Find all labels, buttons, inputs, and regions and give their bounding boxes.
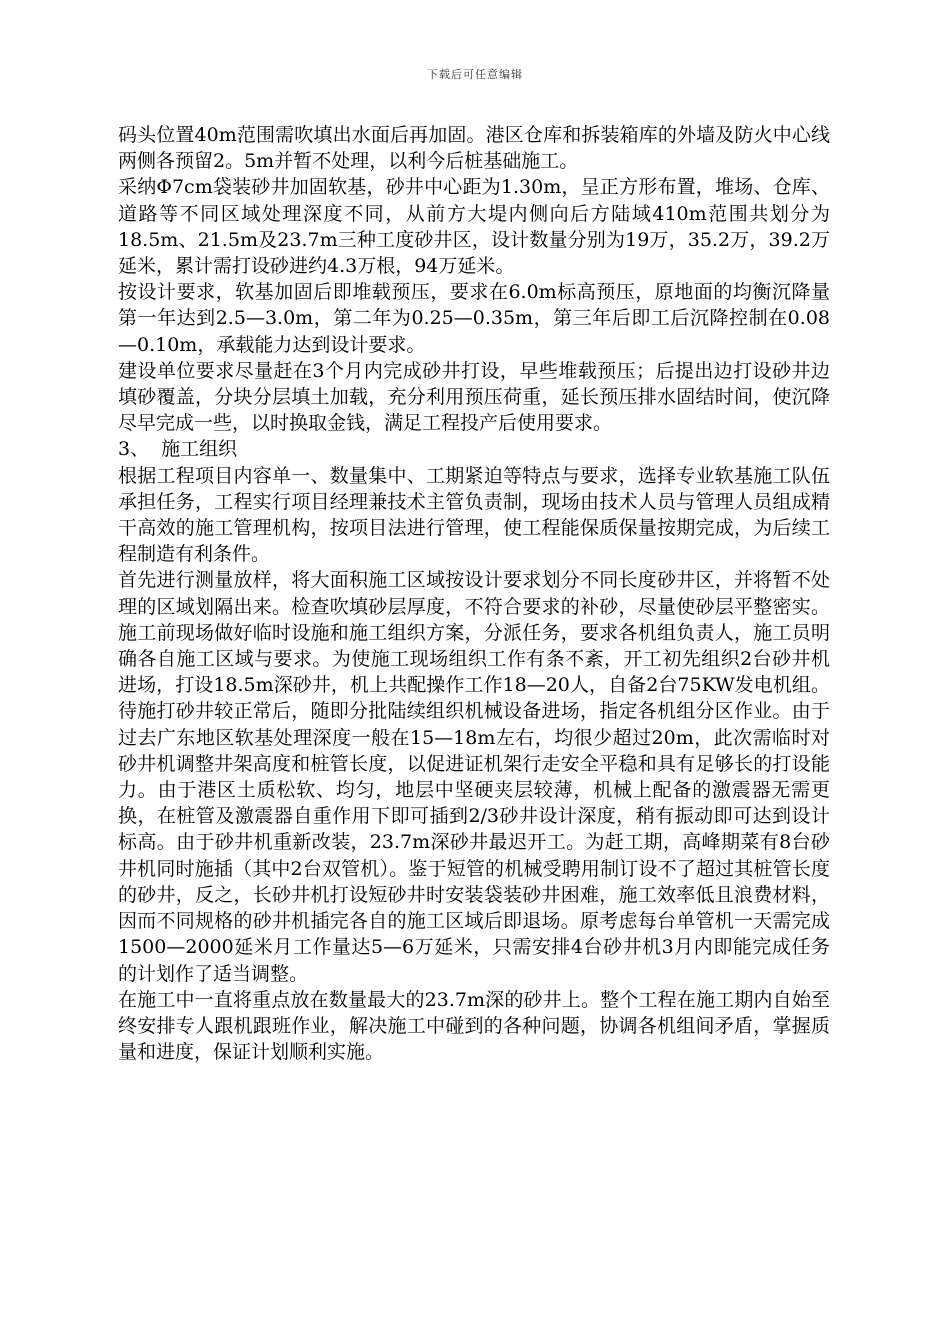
paragraph-preloading-requirements: 按设计要求，软基加固后即堆载预压，要求在6.0m标高预压，原地面的均衡沉降量第一年达到2.5—3.0m，第二年为0.25—0.35m，第三年后即工后沉降控制在0.08—0.10m，承载能力达到设计要求。: [118, 281, 830, 356]
paragraph-sand-well-design: 采纳Φ7cm袋装砂井加固软基，砂井中心距为1.30m，呈正方形布置，堆场、仓库、道路等不同区域处理深度不同，从前方大堤内侧向后方陆域410m范围共划分为18.5m、21.5m及23.7m三种工度砂井区，设计数量分别为19万，35.2万，39.2万延米，累计需打设砂进约4.3万根，94万延米。: [118, 176, 830, 278]
paragraph-project-management: 根据工程项目内容单一、数量集中、工期紧迫等特点与要求，选择专业软基施工队伍承担任务，工程实行项目经理兼技术主管负责制，现场由技术人员与管理人员组成精干高效的施工管理机构，按项目法进行管理，使工程能保质保量按期完成，为后续工程制造有利条件。: [118, 464, 830, 566]
paragraph-key-focus: 在施工中一直将重点放在数量最大的23.7m深的砂井上。整个工程在施工期内自始至终安排专人跟机跟班作业，解决施工中碰到的各种问题，协调各机组间矛盾，掌握质量和进度，保证计划顺利实施。: [118, 988, 830, 1064]
section-heading-construction-organization: 3、 施工组织: [118, 438, 238, 461]
document-body: [118, 122, 830, 1065]
paragraph-wharf-reinforcement: 码头位置40m范围需吹填出水面后再加固。港区仓库和拆装箱库的外墙及防火中心线两侧各预留2。5m并暂不处理，以利今后桩基础施工。: [118, 124, 830, 173]
paragraph-owner-requirements: 建设单位要求尽量赶在3个月内完成砂井打设，早些堆载预压；后提出边打设砂井边填砂覆盖，分块分层填土加载，充分利用预压荷重，延长预压排水固结时间，使沉降尽早完成一些，以时换取金钱，满足工程投产后使用要求。: [118, 359, 830, 435]
paragraph-construction-process: 首先进行测量放样，将大面积施工区域按设计要求划分不同长度砂井区，并将暂不处理的区域划隔出来。检查吹填砂层厚度，不符合要求的补砂，尽量使砂层平整密实。施工前现场做好临时设施和施工组织方案，分派任务，要求各机组负责人，施工员明确各自施工区域与要求。为使施工现场组织工作有条不紊，开工初先组织2台砂井机进场，打设18.5m深砂井，机上共配操作工作18—20人，自备2台75KW发电机组。待施打砂井较正常后，随即分批陆续组织机械设备进场，指定各机组分区作业。由于过去广东地区软基处理深度一般在15—18m左右，均很少超过20m，此次需临时对砂井机调整井架高度和桩管长度，以促进证机架行走安全平稳和具有足够长的打设能力。由于港区土质松软、均匀，地层中坚硬夹层较薄，机械上配备的激震器无需更换，在桩管及激震器自重作用下即可插到2/3砂井设计深度，稍有振动即可达到设计标高。由于砂井机重新改装，23.7m深砂井最迟开工。为赶工期，高峰期菜有8台砂井机同时施插（其中2台双管机）。鉴于短管的机械受聘用制订设不了超过其桩管长度的砂井，反之，长砂井机打设短砂井时安装袋装砂井困难，施工效率低且浪费材料，因而不同规格的砂井机插完各自的施工区域后即退场。原考虑每台单管机一天需完成1500—2000延米月工作量达5—6万延米，只需安排4台砂井机3月内即能完成任务的计划作了适当调整。: [118, 569, 830, 985]
page-header-note: 下载后可任意编辑: [427, 68, 523, 81]
